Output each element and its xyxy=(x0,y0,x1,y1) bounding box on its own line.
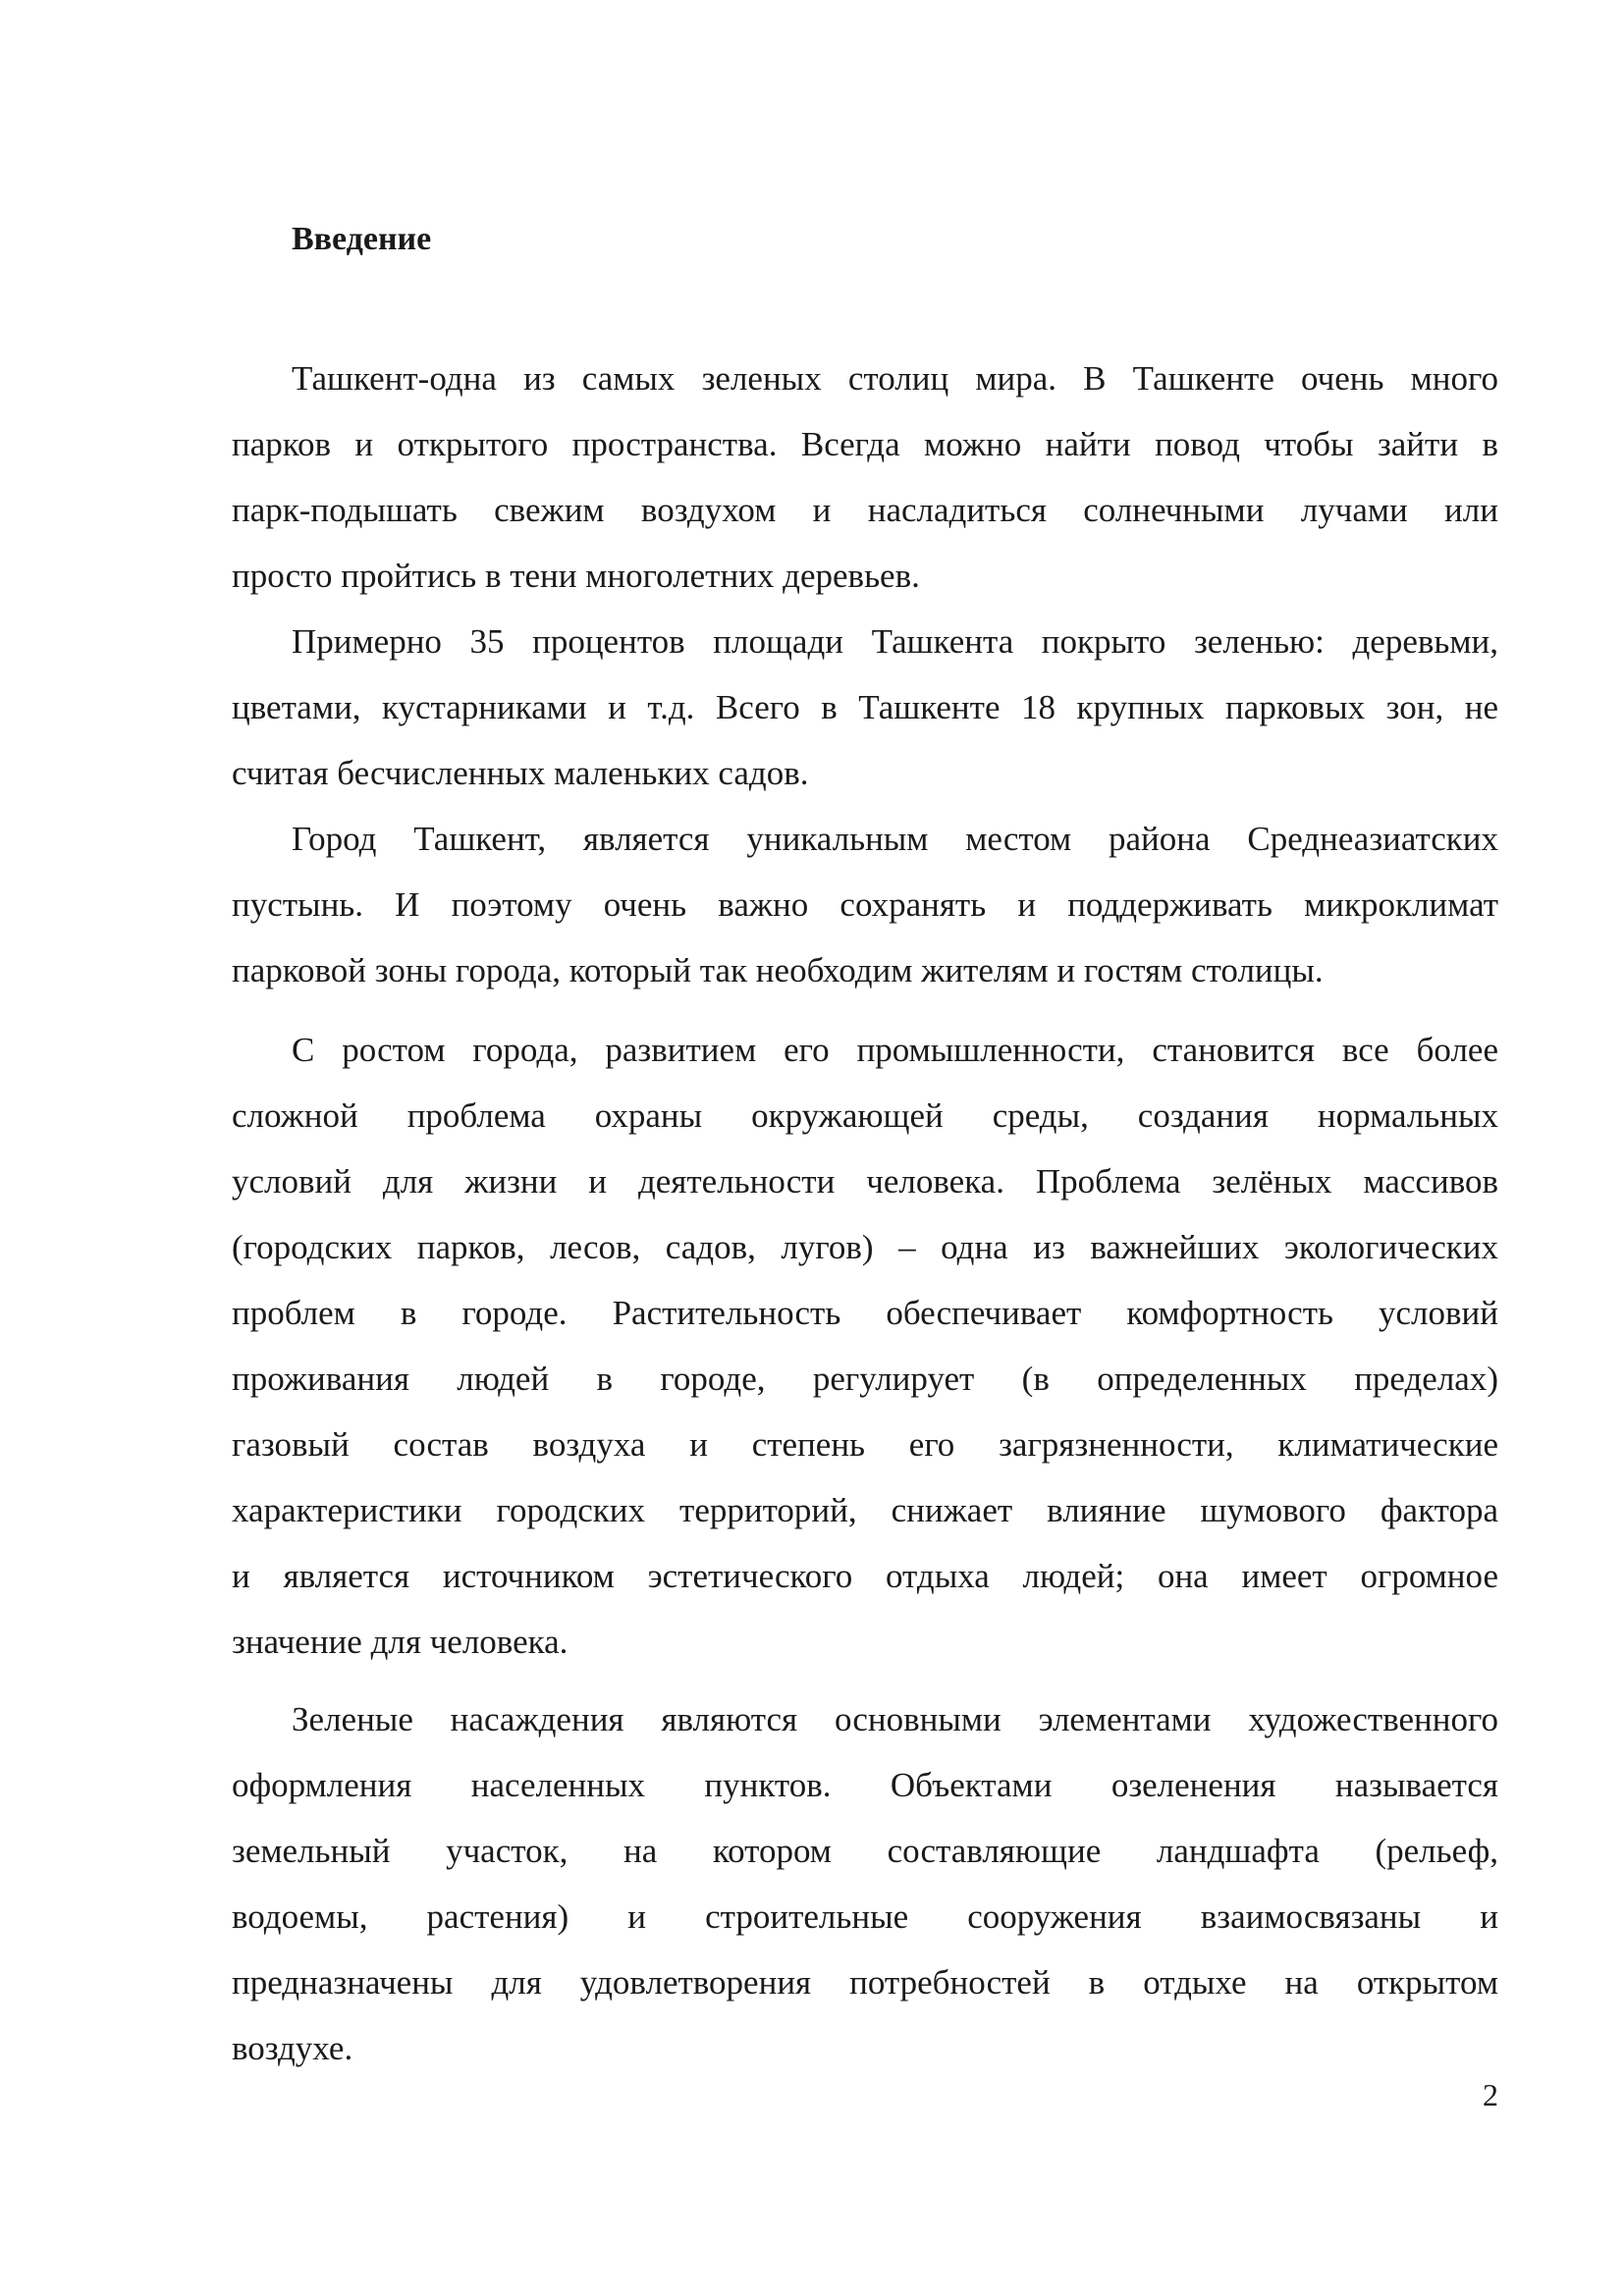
text-line: проблем в городе. Растительность обеспечивает комфортность условий xyxy=(232,1294,1498,1332)
text-line: воздухе. xyxy=(232,2029,353,2067)
text-line: С ростом города, развитием его промышленности, становится все более xyxy=(292,1031,1498,1069)
text-line: Зеленые насаждения являются основными элементами художественного xyxy=(292,1700,1498,1738)
text-line: считая бесчисленных маленьких садов. xyxy=(232,754,809,792)
paragraph-4 xyxy=(232,1017,1498,1675)
text-line: Ташкент-одна из самых зеленых столиц мира. В Ташкенте очень много xyxy=(292,359,1498,398)
text-line: парк-подышать свежим воздухом и насладиться солнечными лучами или xyxy=(232,491,1498,529)
text-line: проживания людей в городе, регулирует (в определенных пределах) xyxy=(232,1360,1498,1398)
text-line: оформления населенных пунктов. Объектами озеленения называется xyxy=(232,1766,1498,1804)
text-line: цветами, кустарниками и т.д. Всего в Ташкенте 18 крупных парковых зон, не xyxy=(232,688,1498,726)
text-line: и является источником эстетического отдыха людей; она имеет огромное xyxy=(232,1557,1498,1595)
paragraph-1 xyxy=(232,346,1498,609)
text-line: Город Ташкент, является уникальным местом района Среднеазиатских xyxy=(292,820,1498,858)
paragraph-2 xyxy=(232,609,1498,806)
text-line: земельный участок, на котором составляющие ландшафта (рельеф, xyxy=(232,1832,1498,1870)
text-line: характеристики городских территорий, снижает влияние шумового фактора xyxy=(232,1491,1498,1529)
text-line: условий для жизни и деятельности человека. Проблема зелёных массивов xyxy=(232,1162,1498,1201)
text-line: значение для человека. xyxy=(232,1623,568,1661)
text-line: газовый состав воздуха и степень его загрязненности, климатические xyxy=(232,1425,1498,1464)
paragraph-3 xyxy=(232,806,1498,1003)
text-line: парков и открытого пространства. Всегда можно найти повод чтобы зайти в xyxy=(232,425,1498,463)
text-line: просто пройтись в тени многолетних деревьев. xyxy=(232,557,920,595)
text-line: (городских парков, лесов, садов, лугов) – одна из важнейших экологических xyxy=(232,1228,1498,1266)
text-line: предназначены для удовлетворения потребностей в отдыхе на открытом xyxy=(232,1963,1498,2002)
text-line: пустынь. И поэтому очень важно сохранять и поддерживать микроклимат xyxy=(232,885,1498,924)
text-line: Примерно 35 процентов площади Ташкента покрыто зеленью: деревьми, xyxy=(292,622,1498,661)
text-line: водоемы, растения) и строительные сооружения взаимосвязаны и xyxy=(232,1897,1498,1936)
paragraph-5 xyxy=(232,1686,1498,2081)
page-number: 2 xyxy=(1483,2077,1498,2112)
text-line: сложной проблема охраны окружающей среды, создания нормальных xyxy=(232,1096,1498,1135)
text-line: парковой зоны города, который так необходим жителям и гостям столицы. xyxy=(232,951,1324,989)
section-heading: Введение xyxy=(292,221,432,257)
